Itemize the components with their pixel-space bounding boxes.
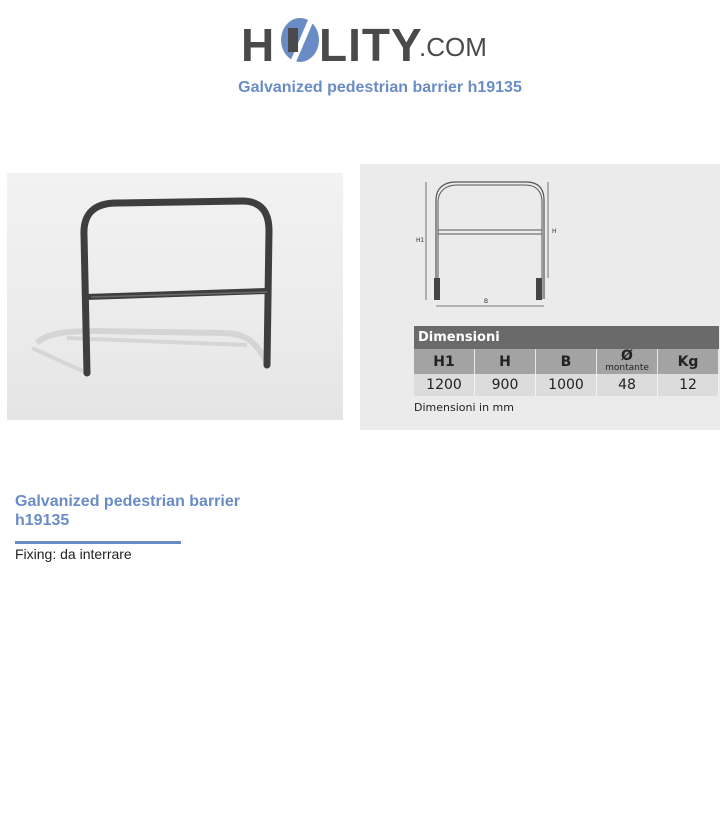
dimension-drawing <box>360 164 720 324</box>
logo-text-com: .COM <box>419 32 487 62</box>
spec-sheet <box>360 164 720 430</box>
units-note: Dimensioni in mm <box>414 401 514 414</box>
col-h: H <box>475 349 536 374</box>
value-kg: 12 <box>658 374 719 396</box>
drawing-label-h: H <box>552 228 557 235</box>
col-h1: H1 <box>414 349 475 374</box>
drawing-label-b: B <box>484 298 489 305</box>
logo-text-lity: LITY <box>319 19 423 71</box>
table-header: Dimensioni <box>414 326 719 349</box>
product-photo <box>7 173 343 420</box>
fixing-text: Fixing: da interrare <box>15 546 132 562</box>
dimensions-table <box>414 326 719 396</box>
product-title: Galvanized pedestrian barrier h19135 <box>15 493 240 529</box>
title-underline <box>15 541 181 544</box>
holity-logo[interactable] <box>241 10 487 71</box>
col-b: B <box>536 349 597 374</box>
value-h: 900 <box>475 374 536 396</box>
logo-o-icon <box>278 12 322 66</box>
col-diameter: Ø montante <box>597 349 658 374</box>
barrier-illustration <box>7 173 343 420</box>
col-kg: Kg <box>658 349 719 374</box>
page-title: Galvanized pedestrian barrier h19135 <box>238 79 522 96</box>
value-diameter: 48 <box>597 374 658 396</box>
value-b: 1000 <box>536 374 597 396</box>
value-h1: 1200 <box>414 374 475 396</box>
table-row <box>414 374 719 396</box>
logo-text-h: H <box>241 19 276 71</box>
drawing-label-h1: H1 <box>416 237 425 244</box>
